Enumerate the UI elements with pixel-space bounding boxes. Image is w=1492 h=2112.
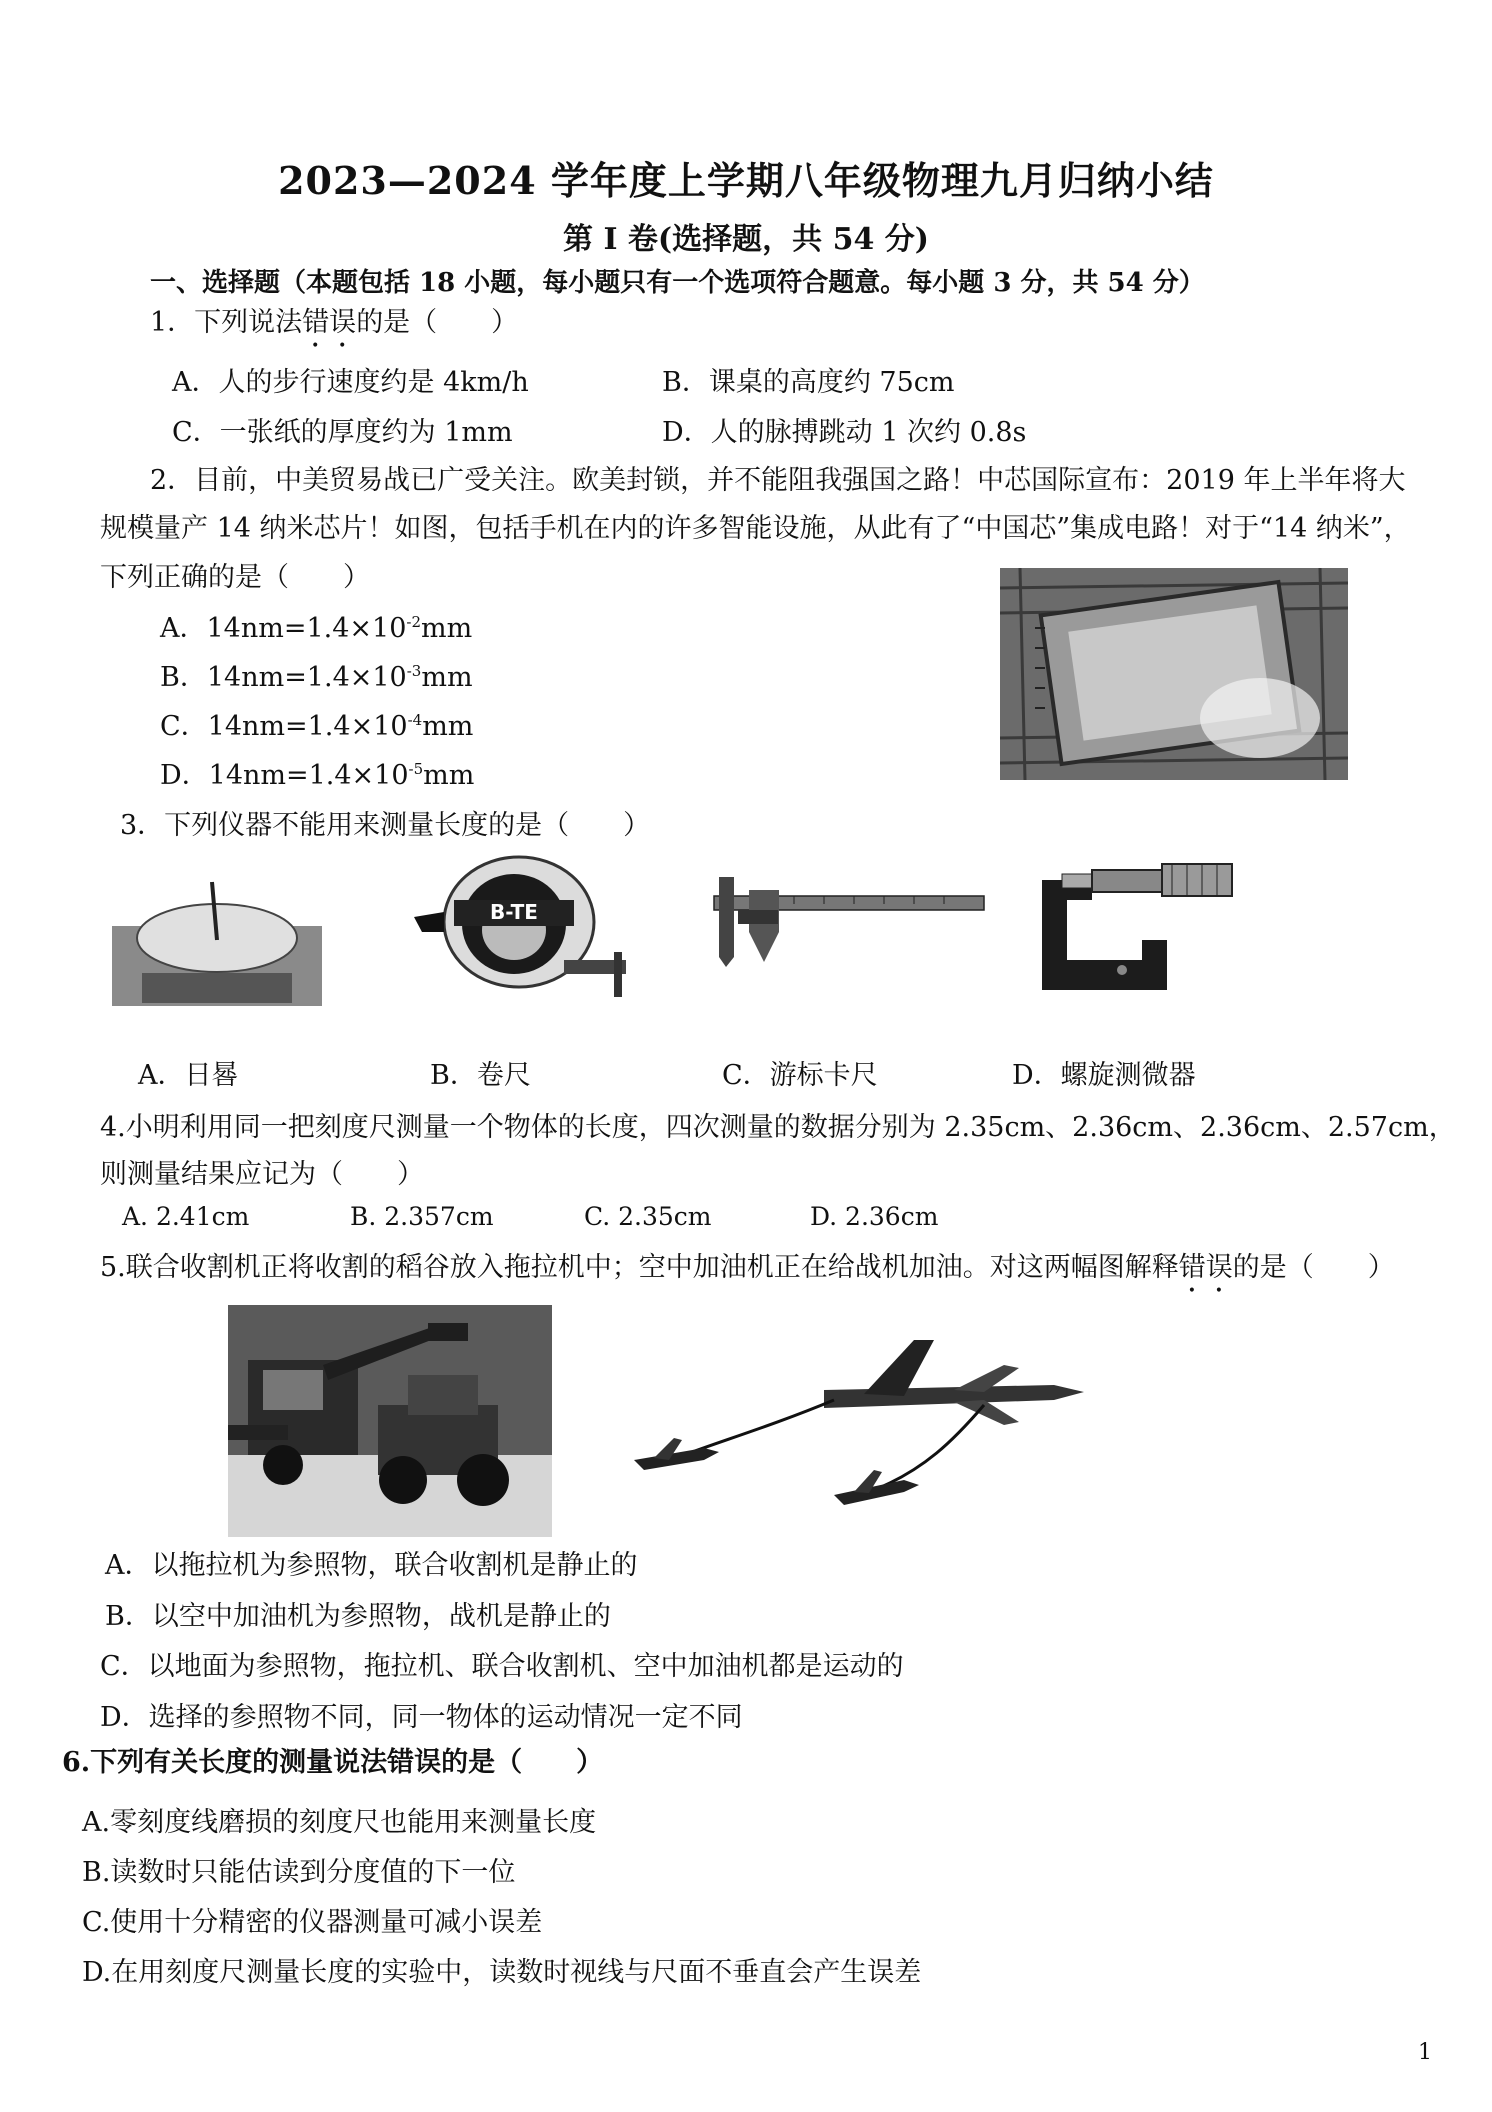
section-heading: 一、选择题（本题包括 18 小题，每小题只有一个选项符合题意。每小题 3 分，共 54 分）	[150, 268, 1205, 298]
q1-option-c: C．一张纸的厚度约为 1mm	[172, 417, 513, 448]
page-number: 1	[1418, 2040, 1432, 2065]
q2-option-b: B．$14nm=1.4\times 10^{-3}mm$	[160, 662, 473, 693]
q1-emphasis: 错误	[302, 307, 357, 338]
q3-option-b: B．卷尺	[430, 1060, 531, 1091]
q4-option-c: C. 2.35cm	[584, 1202, 712, 1231]
q6-option-a: A.零刻度线磨损的刻度尺也能用来测量长度	[82, 1807, 597, 1838]
q6-stem: 6.下列有关长度的测量说法错误的是（ ）	[62, 1747, 604, 1778]
q1-stem: 1．下列说法错误的是（ ）	[150, 307, 519, 338]
aerial-refueling-image	[624, 1330, 1084, 1525]
q4-option-a: A. 2.41cm	[122, 1202, 250, 1231]
q2-stem-line3: 下列正确的是（ ）	[100, 562, 370, 593]
q3-option-d: D．螺旋测微器	[1012, 1060, 1196, 1091]
q3-stem: 3．下列仪器不能用来测量长度的是（ ）	[120, 810, 651, 841]
q1-option-a: A．人的步行速度约是 4km/h	[172, 367, 529, 398]
sundial-image	[112, 878, 322, 1006]
q2-stem-line2: 规模量产 14 纳米芯片！如图，包括手机在内的许多智能设施，从此有了“中国芯”集成电路！对于“14 纳米”，	[100, 513, 1411, 544]
tape-brand-label: B-TE	[490, 900, 538, 924]
q5-option-d: D．选择的参照物不同，同一物体的运动情况一定不同	[100, 1702, 743, 1733]
q3-option-c: C．游标卡尺	[722, 1060, 878, 1091]
q4-option-b: B. 2.357cm	[350, 1202, 494, 1231]
q4-option-d: D. 2.36cm	[810, 1202, 939, 1231]
harvester-tractor-image	[228, 1305, 552, 1537]
q6-option-b: B.读数时只能估读到分度值的下一位	[82, 1857, 516, 1888]
q2-option-c: C．$14nm=1.4\times 10^{-4}mm$	[160, 711, 474, 742]
volume-subtitle: 第 I 卷(选择题，共 54 分)	[563, 222, 929, 257]
vernier-caliper-image	[704, 872, 994, 972]
q6-option-d: D.在用刻度尺测量长度的实验中，读数时视线与尺面不垂直会产生误差	[82, 1957, 922, 1988]
q3-option-a: A．日晷	[138, 1060, 239, 1091]
q5-option-b: B．以空中加油机为参照物，战机是静止的	[105, 1601, 611, 1632]
q5-emphasis: 错误	[1178, 1252, 1233, 1283]
q2-option-a: A．$14nm=1.4\times 10^{-2}mm$	[160, 613, 473, 644]
q1-option-d: D．人的脉搏跳动 1 次约 0.8s	[662, 417, 1027, 448]
tape-measure-image	[414, 852, 632, 1000]
q6-option-c: C.使用十分精密的仪器测量可减小误差	[82, 1907, 543, 1938]
q1-option-b: B．课桌的高度约 75cm	[662, 367, 955, 398]
q5-stem: 5.联合收割机正将收割的稻谷放入拖拉机中；空中加油机正在给战机加油。对这两幅图解释错误的是（ ）	[100, 1252, 1395, 1283]
q4-stem-line1: 4.小明利用同一把刻度尺测量一个物体的长度，四次测量的数据分别为 2.35cm、2.36cm、2.36cm、2.57cm，	[100, 1112, 1456, 1143]
q2-stem-line1: 2．目前，中美贸易战已广受关注。欧美封锁，并不能阻我强国之路！中芯国际宣布：2019 年上半年将大	[150, 465, 1406, 496]
q2-option-d: D．$14nm=1.4\times 10^{-5}mm$	[160, 760, 475, 791]
micrometer-image	[1022, 860, 1237, 1000]
q5-option-c: C．以地面为参照物，拖拉机、联合收割机、空中加油机都是运动的	[100, 1651, 904, 1682]
q4-stem-line2: 则测量结果应记为（ ）	[100, 1159, 424, 1190]
q5-option-a: A．以拖拉机为参照物，联合收割机是静止的	[105, 1550, 638, 1581]
chip-image	[1000, 568, 1348, 780]
exam-title: 2023—2024 学年度上学期八年级物理九月归纳小结	[278, 158, 1214, 203]
